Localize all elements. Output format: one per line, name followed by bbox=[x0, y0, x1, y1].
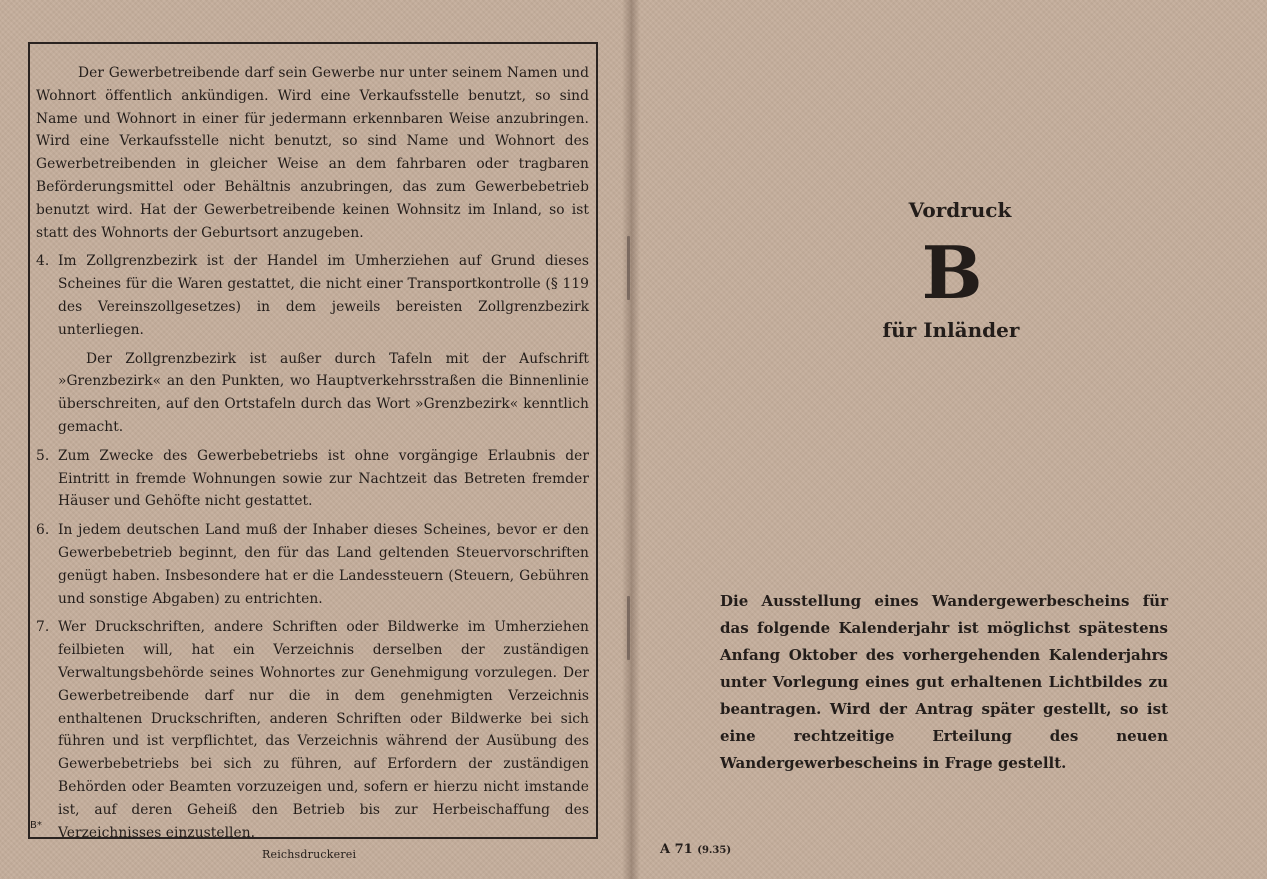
staple-top bbox=[627, 236, 630, 300]
form-subtitle: für Inländer bbox=[882, 318, 1020, 342]
staple-bottom bbox=[627, 596, 630, 660]
left-page bbox=[0, 0, 630, 879]
rules-text bbox=[36, 62, 589, 850]
rule-item-6 bbox=[36, 519, 589, 610]
paragraph-continuation: Der Gewerbetreibende darf sein Gewerbe nur unter seinem Namen und Wohnort öffentlich ankündigen. Wird eine Verkaufsstelle benutzt, so sind Name und Wohnort in einer für jedermann erkennbaren Weise anzubringen. Wird eine Verkaufsstelle nicht benutzt, so sind Name und Wohnort des Gewerbetreibenden in gleicher Weise an dem fahrbaren oder tragbaren Beförderungsmittel oder Behältnis anzubringen, das zum Gewerbebetrieb benutzt wird. Hat der Gewerbetreibende keinen Wohnsitz im Inland, so ist statt des Wohnorts der Geburtsort anzugeben. bbox=[36, 65, 589, 241]
application-notice: Die Ausstellung eines Wandergewerbescheins für das folgende Kalenderjahr ist möglichst spätestens Anfang Oktober des vorhergehenden Kalenderjahrs unter Vorlegung eines gut erhaltenen Lichtbildes zu beantragen. Wird der Antrag später gestellt, so ist eine rechtzeitige Erteilung des neuen Wandergewerbescheins in Frage gestellt. bbox=[720, 592, 1168, 772]
rule-item-5 bbox=[36, 445, 589, 513]
rule-number: 4. bbox=[36, 253, 50, 270]
form-label: Vordruck bbox=[908, 198, 1012, 222]
form-code-date: (9.35) bbox=[697, 845, 732, 856]
rule-text: Zum Zwecke des Gewerbebetriebs ist ohne vorgängige Erlaubnis der Eintritt in fremde Wohnungen sowie zur Nachtzeit das Betreten fremder Häuser und Gehöfte nicht gestattet. bbox=[58, 447, 589, 510]
form-code-number: A 71 bbox=[660, 842, 693, 857]
rule-item-4 bbox=[36, 250, 589, 341]
rule-number: 6. bbox=[36, 522, 50, 539]
form-code bbox=[660, 842, 731, 857]
rule-number: 7. bbox=[36, 619, 50, 636]
rule-item-7 bbox=[36, 616, 589, 844]
form-letter: B bbox=[921, 230, 983, 315]
rule-number: 5. bbox=[36, 447, 50, 464]
rule-text: Wer Druckschriften, andere Schriften oder Bildwerke im Umherziehen feilbieten will, hat ein Verzeichnis derselben der zuständigen Verwaltungsbehörde seines Wohnortes zur Genehmigung vorzulegen. Der Gewerbetreibende darf nur die in dem genehmigten Verzeichnis enthaltenen Druckschriften, anderen Schriften oder Bildwerke bei sich führen und ist verpflichtet, das Verzeichnis während der Ausübung des Gewerbebetriebs bei sich zu führen, auf Erfordern der zuständigen Behörden oder Beamten vorzuzeigen und, sofern er hierzu nicht imstande ist, auf deren Geheiß den Betrieb bis zur Herbeischaffung des Verzeichnisses einzustellen. bbox=[58, 619, 589, 841]
footer-code: B* bbox=[30, 820, 42, 831]
rule-text: Im Zollgrenzbezirk ist der Handel im Umherziehen auf Grund dieses Scheines für die Waren gestattet, die nicht einer Transportkontrolle (§ 119 des Vereinszollgesetzes) in dem jeweils bereisten Zollgrenzbezirk unterliegen. bbox=[58, 253, 589, 338]
rule-text: In jedem deutschen Land muß der Inhaber dieses Scheines, bevor er den Gewerbebetrieb beginnt, den für das Land geltenden Steuervorschriften genügt haben. Insbesondere hat er die Landessteuern (Steuern, Gebühren und sonstige Abgaben) zu entrichten. bbox=[58, 522, 589, 607]
printer-imprint: Reichsdruckerei bbox=[262, 848, 357, 861]
rule-subparagraph: Der Zollgrenzbezirk ist außer durch Tafeln mit der Aufschrift »Grenzbezirk« an den Punkten, wo Hauptverkehrsstraßen die Binnenlinie überschreiten, auf den Ortstafeln durch das Wort »Grenzbezirk« kenntlich gemacht. bbox=[58, 350, 589, 435]
